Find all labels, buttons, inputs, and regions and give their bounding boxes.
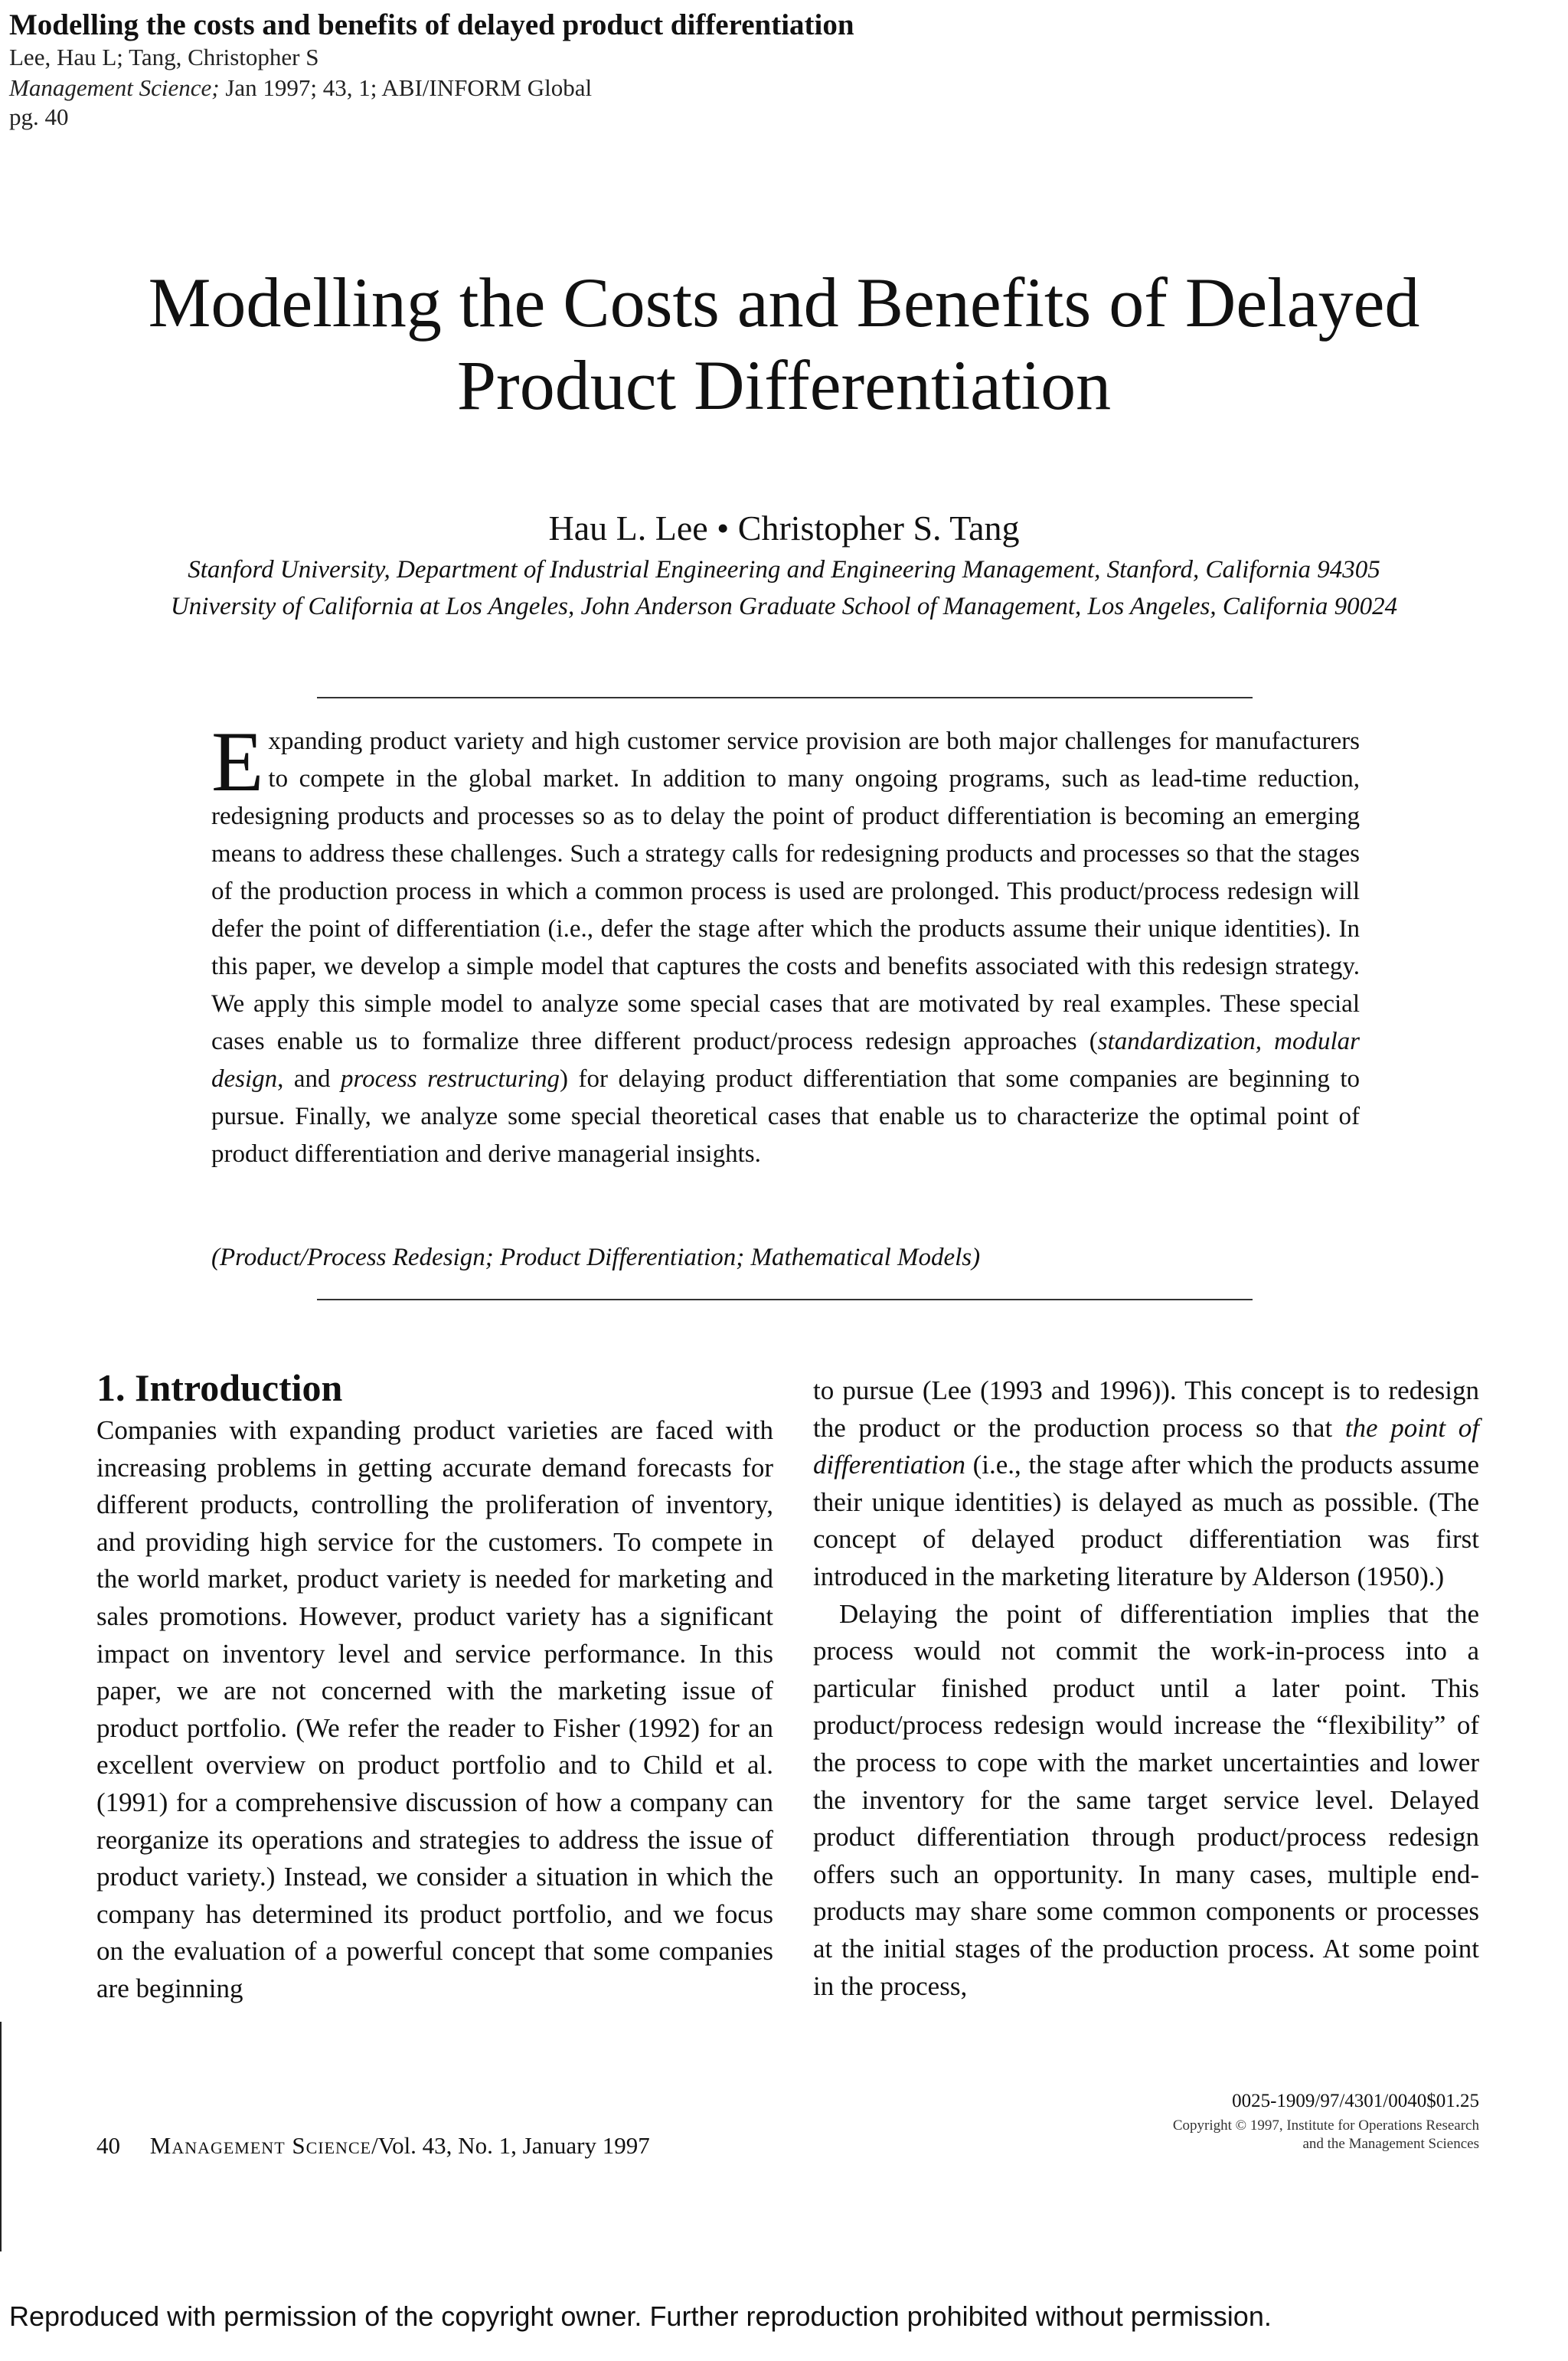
database-record-title: Modelling the costs and benefits of delayed product differentiation xyxy=(9,8,854,41)
journal-name: Management Science; xyxy=(9,74,220,101)
abstract-bottom-rule xyxy=(317,1299,1253,1300)
article-title-line-1: Modelling the Costs and Benefits of Delayed xyxy=(148,263,1420,342)
abstract-sep-1: , xyxy=(1255,1028,1275,1055)
abstract xyxy=(211,715,1360,1173)
abstract-sep-2: , and xyxy=(277,1065,341,1093)
body-column-right xyxy=(813,1372,1479,2005)
copyright-line-1: Copyright © 1997, Institute for Operations Research xyxy=(1172,2117,1479,2134)
page-footer xyxy=(96,2130,650,2161)
paragraph: Companies with expanding product varieties are faced with increasing problems in getting accurate demand forecasts for different products, controlling the proliferation of inventory, and providing high service for the customers. To compete in the world market, product variety is needed for marketing and sales promotions. However, product variety has a significant impact on inventory level and service performance. In this paper, we are not concerned with the marketing issue of product portfolio. (We refer the reader to Fisher (1992) for an excellent overview on product portfolio and to Child et al. (1991) for a comprehensive discussion of how a company can reorganize its operations and strategies to address the issue of product variety.) Instead, we consider a situation in which the company has determined its product portfolio, and we focus on the evaluation of a powerful concept that some companies are beginning xyxy=(96,1415,773,2003)
journal-issue: Jan 1997; 43, 1; ABI/INFORM Global xyxy=(219,74,593,101)
footer-journal: Management Science xyxy=(149,2132,372,2159)
paragraph-text: to pursue (Lee (1993 and 1996)). This concept is to redesign the product or the production process so that xyxy=(813,1375,1479,1443)
copyright-line-2: and the Management Sciences xyxy=(1302,2136,1479,2152)
paragraph: Delaying the point of differentiation implies that the process would not commit the work-in-process into a particular finished product until a later point. This product/process redesign would increase the “flexibility” of the process to cope with the market uncertainties and lower the inventory for the same target service level. Delayed product differentiation through product/process redesign offers such an opportunity. In many cases, multiple end-products may share some common components or processes at the initial stages of the production process. At some point in the process, xyxy=(813,1598,1479,2001)
article-title-line-2: Product Differentiation xyxy=(456,346,1112,424)
abstract-em-standardization: standardization xyxy=(1097,1028,1256,1055)
paragraph-text: (i.e., the stage after which the products assume their unique identities) is delayed as much as possible. (The concept of delayed product differentiation was first introduced in the marketing literature by Alderson (1950).) xyxy=(813,1450,1479,1591)
footer-volume: /Vol. 43, No. 1, January 1997 xyxy=(371,2132,650,2159)
affiliation-ucla: University of California at Los Angeles, John Anderson Graduate School of Management, Los Angeles, California 90024 xyxy=(170,593,1398,620)
article-authors: Hau L. Lee • Christopher S. Tang xyxy=(548,508,1020,548)
abstract-top-rule xyxy=(317,697,1253,698)
database-record-authors: Lee, Hau L; Tang, Christopher S xyxy=(9,44,319,70)
scan-margin-line xyxy=(0,2022,2,2251)
section-heading-introduction: 1. Introduction xyxy=(96,1366,343,1409)
paragraph-emphasis: the point of differentiation xyxy=(813,1412,1479,1480)
abstract-text-a: xpanding product variety and high customer service provision are both major challenges for manufacturers to compete in the global market. In addition to many ongoing programs, such as lead-time reduction, redesigning products and processes so as to delay the point of product differentiation is becoming an emerging means to address these challenges. Such a strategy calls for redesigning products and processes so that the stages of the production process in which a common process is used are prolonged. This product/process redesign will defer the point of differentiation (i.e., defer the stage after which the products assume their unique identities). In this paper, we develop a simple model that captures the costs and benefits associated with this redesign strategy. We apply this simple model to analyze some special cases that are motivated by real examples. These special cases enable us to formalize three different product/process redesign approaches ( xyxy=(211,728,1360,1055)
abstract-keywords: (Product/Process Redesign; Product Differentiation; Mathematical Models) xyxy=(211,1244,981,1271)
reproduction-notice: Reproduced with permission of the copyright owner. Further reproduction prohibited without permission. xyxy=(9,2301,1272,2332)
abstract-em-process-restructuring: process restructuring xyxy=(341,1065,560,1093)
abstract-em-modular-design: modular design xyxy=(211,1028,1360,1093)
paragraph xyxy=(813,1372,1479,1596)
abstract-dropcap: E xyxy=(211,715,264,809)
article-code: 0025-1909/97/4301/0040$01.25 xyxy=(1232,2091,1479,2111)
affiliation-stanford: Stanford University, Department of Industrial Engineering and Engineering Management, Stanford, California 94305 xyxy=(188,556,1380,584)
database-record-page: pg. 40 xyxy=(9,103,69,130)
page-number: 40 xyxy=(96,2132,120,2159)
body-column-left xyxy=(96,1412,773,2008)
abstract-text-b: ) for delaying product differentiation that some companies are beginning to pursue. Finally, we analyze some special theoretical cases that enable us to characterize the optimal point of product differentiation and derive managerial insights. xyxy=(211,1065,1360,1168)
database-record-journal xyxy=(9,74,592,103)
